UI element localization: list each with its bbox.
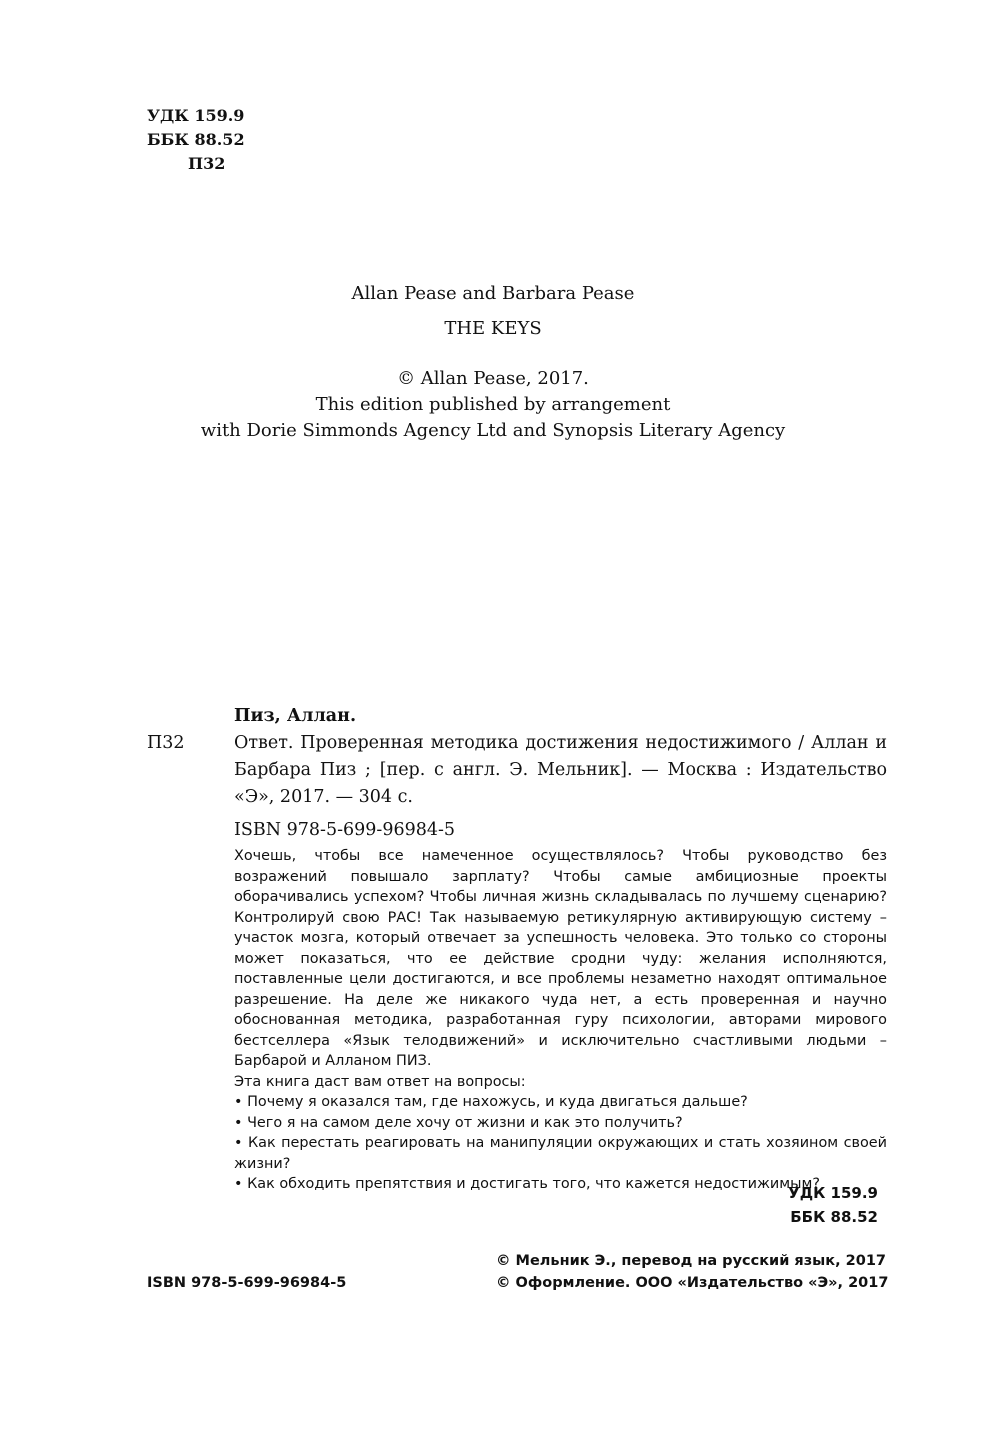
annotation-bullet: • Чего я на самом деле хочу от жизни и как это получить? bbox=[234, 1114, 683, 1131]
original-authors: Allan Pease and Barbara Pease bbox=[351, 283, 635, 304]
annotation bbox=[234, 846, 887, 1195]
edition-line-2: with Dorie Simmonds Agency Ltd and Synopsis Literary Agency bbox=[200, 420, 786, 441]
catalog-description: Ответ. Проверенная методика достижения недостижимого / Аллан и Барбара Пиз ; [пер. с англ. Э. Мельник]. — Москва : Издательство «Э», 2017. — 304 с. bbox=[234, 733, 887, 807]
catalog-isbn: ISBN 978-5-699-96984-5 bbox=[234, 820, 456, 840]
copyright-design: © Оформление. ООО «Издательство «Э», 2017 bbox=[496, 1275, 889, 1291]
author-mark: П32 bbox=[188, 154, 226, 173]
footer-isbn: ISBN 978-5-699-96984-5 bbox=[147, 1275, 347, 1291]
original-title: THE KEYS bbox=[444, 318, 542, 339]
udk-code: УДК 159.9 bbox=[147, 106, 245, 125]
classification-codes bbox=[147, 104, 245, 176]
footer-udk-code: УДК 159.9 bbox=[788, 1184, 878, 1202]
annotation-paragraph: Хочешь, чтобы все намеченное осуществлялось? Чтобы руководство без возражений повышало зарплату? Чтобы самые амбициозные проекты оборачивались успехом? Чтобы личная жизнь складывалась по лучшему сценарию? Контролируй свою РАС! Так называемую ретикулярную активирующую систему – участок мозга, который отвечает за успешность человека. Это только со стороны может показаться, что ее действие сродни чуду: желания исполняются, поставленные цели достигаются, и все проблемы незаметно находят оптимальное разрешение. На деле же никакого чуда нет, а есть проверенная и научно обоснованная методика, разработанная гуру психологии, авторами мирового бестселлера «Язык телодвижений» и исключительно счастливыми людьми – Барбарой и Алланом ПИЗ. bbox=[234, 848, 887, 1069]
footer-classification-codes bbox=[760, 1181, 878, 1229]
catalog-entry bbox=[147, 730, 887, 811]
rights-notice bbox=[0, 366, 986, 444]
annotation-bullet: • Как обходить препятствия и достигать того, что кажется недостижимым? bbox=[234, 1176, 820, 1192]
annotation-lead: Эта книга даст вам ответ на вопросы: bbox=[234, 1073, 526, 1090]
original-copyright: © Allan Pease, 2017. bbox=[397, 368, 589, 389]
annotation-bullet: • Как перестать реагировать на манипуляции окружающих и стать хозяином своей жизни? bbox=[234, 1135, 887, 1172]
footer-copyrights bbox=[496, 1250, 889, 1294]
bbk-code: ББК 88.52 bbox=[147, 130, 245, 149]
footer-bbk-code: ББК 88.52 bbox=[790, 1208, 878, 1226]
catalog-card bbox=[147, 703, 887, 844]
catalog-heading: Пиз, Аллан. bbox=[234, 706, 357, 726]
catalog-author-mark: П32 bbox=[147, 733, 185, 753]
copyright-translation: © Мельник Э., перевод на русский язык, 2017 bbox=[496, 1253, 887, 1269]
edition-line-1: This edition published by arrangement bbox=[315, 394, 671, 415]
annotation-bullet: • Почему я оказался там, где нахожусь, и куда двигаться дальше? bbox=[234, 1094, 748, 1110]
